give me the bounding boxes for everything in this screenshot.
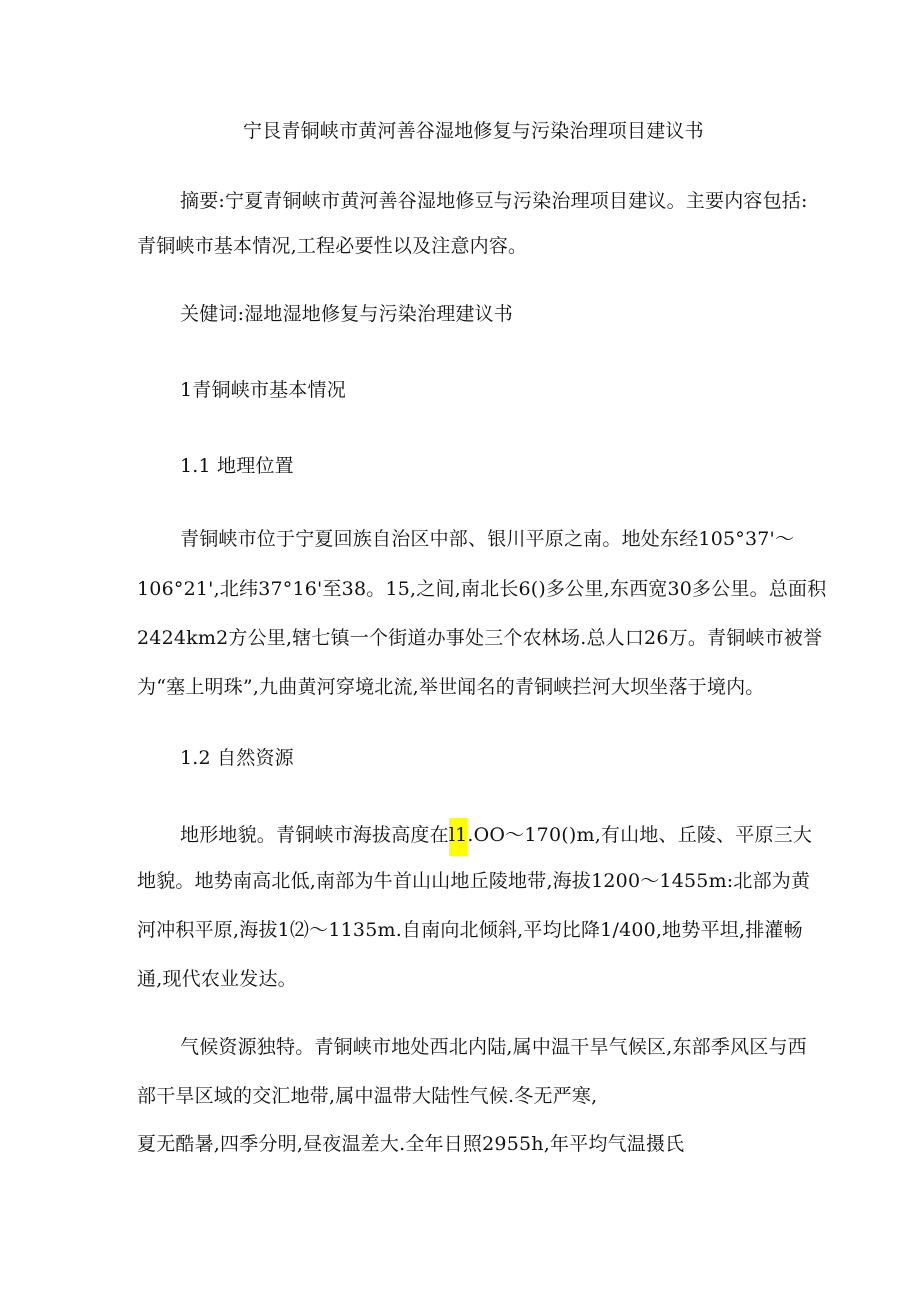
paragraph-line [180, 818, 812, 856]
section-1-1-heading: 1.1 地理位置 [180, 455, 294, 477]
paragraph-line: 气候资源独特。青铜峡市地处西北内陆,属中温干旱气候区,东部季风区与西 [180, 1036, 807, 1058]
text-run: .OO～170()m,有山地、丘陵、平原三大 [467, 824, 813, 846]
paragraph-line: 夏无酷暑,四季分明,昼夜温差大.全年日照2955h,年平均气温摄氏 [137, 1133, 685, 1155]
abstract-line-1: 摘要:宁夏青铜峡市黄河善谷湿地修豆与污染治理项目建议。主要内容包括: [180, 190, 808, 212]
abstract-line-2: 青铜峡市基本情况,工程必要性以及注意内容。 [137, 235, 528, 257]
paragraph-line: 通,现代农业发达。 [137, 968, 297, 990]
paragraph-line: 青铜峡市位于宁夏回族自治区中部、银川平原之南。地处东经105°37'～ [180, 528, 795, 550]
text-run: 地形地貌。青铜峡市海拔高度在 [180, 824, 449, 846]
paragraph-line: 部干旱区域的交汇地带,属中温带大陆性气候.冬无严寒, [137, 1085, 598, 1107]
paragraph-line: 106°21',北纬37°16'至38。15,之间,南北长6()多公里,东西宽30多公里。总面积 [137, 578, 827, 600]
section-1-2-heading: 1.2 自然资源 [180, 747, 294, 769]
paragraph-line: 为“塞上明珠”,九曲黄河穿境北流,举世闻名的青铜峡拦河大坝坐落于境内。 [137, 676, 765, 698]
paragraph-line: 河冲积平原,海拔1⑵～1135m.自南向北倾斜,平均比降1/400,地势平坦,排灌畅 [137, 919, 803, 941]
paragraph-line: 2424km2方公里,辖七镇一个街道办事处三个农林场.总人口26万。青铜峡市被誉 [137, 627, 823, 649]
highlighted-text: l1 [449, 818, 468, 856]
document-title: 宁艮青铜峡市黄河善谷湿地修复与污染治理项目建议书 [243, 120, 704, 142]
section-1-heading: 1青铜峡市基本情况 [180, 379, 346, 401]
paragraph-line: 地貌。地势南高北低,南部为牛首山山地丘陵地带,海拔1200～1455m:北部为黄 [137, 870, 811, 892]
keywords: 关健词:湿地湿地修复与污染治理建议书 [180, 303, 514, 325]
